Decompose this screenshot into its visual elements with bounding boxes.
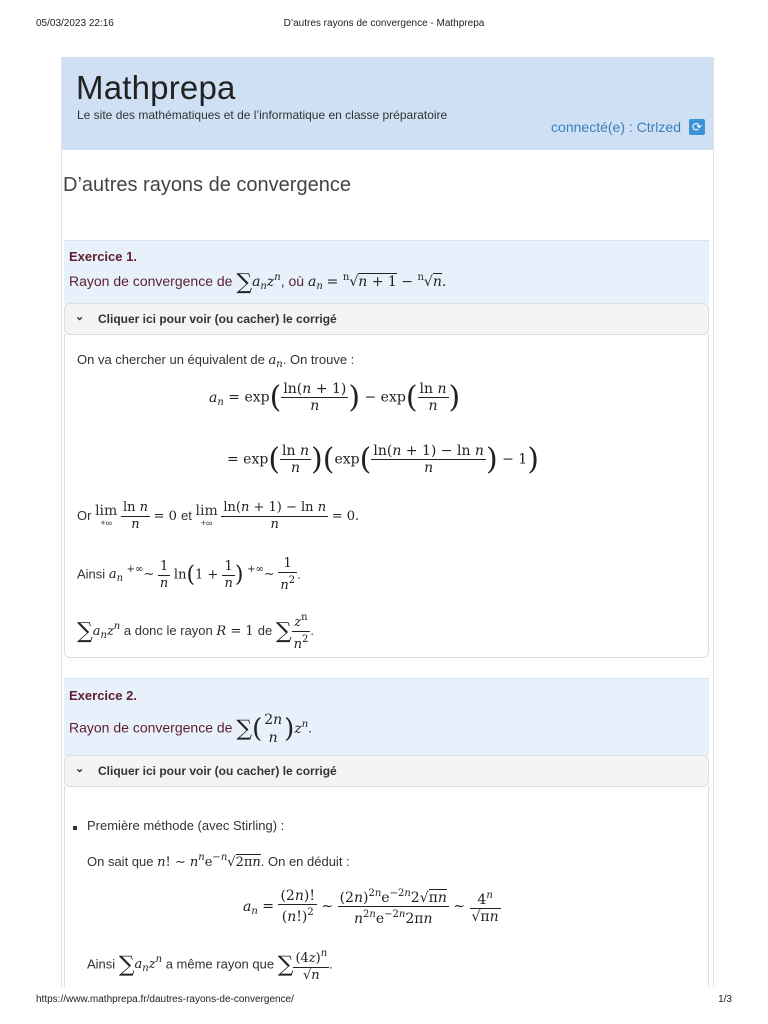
print-doc-title: D’autres rayons de convergence - Mathprepa [283,18,485,29]
et-word: et [181,507,192,523]
page-title: D’autres rayons de convergence [63,174,351,196]
toggle-solution-1[interactable] [64,303,709,335]
conclusion-text: a donc le rayon [123,622,213,638]
print-page-number: 1/3 [718,994,732,1005]
exercise-2-prompt-text: Rayon de convergence de [69,719,233,736]
solution-1-intro-text: On va chercher un équivalent de [77,352,265,367]
toggle-solution-2-label[interactable]: Cliquer ici pour voir (ou cacher) le corrigé [98,764,337,778]
user-status-label[interactable]: connecté(e) : Ctrlzed [551,119,681,135]
toggle-solution-1-label[interactable]: Cliquer ici pour voir (ou cacher) le corrigé [98,312,337,326]
chevron-down-icon: ⌄ [75,311,85,323]
solution-1-equivalent: Ainsi $a_n$ +∞∼ $\frac{1}{n}$ ln(1 + $\frac{1}{n}$ ) +∞∼ $\frac{1}{n^2}$ . [77,556,301,593]
exercise-1-prompt-mid: , où [280,273,305,289]
exercise-1-prompt: Rayon de convergence de $\sum a_nz^n$, où $a_n = ^n√n + 1 - ^n√n$. [69,270,447,295]
equation-1: $a_n = \exp$( $\frac{\ln(n + 1)}{n}$ ) − exp( $\frac{\text{ln n}}{n}$ ) [209,380,461,415]
solution-1-intro-end: . On trouve : [282,352,355,367]
site-banner [62,57,713,150]
equation-2: = exp( $\frac{\text{ln n}}{n}$ )(exp( $\frac{\text{ln(n + 1) − ln n}}{n}$ ) − 1) [227,442,539,477]
conclusion-de: de [257,622,273,638]
solution-2 [64,786,709,987]
ainsi-word: Ainsi [77,566,106,582]
stirling-line: On sait que n! ∼ $n^ne^{-n}√2\pi n$. On en déduit : [87,852,350,870]
solution-1 [64,334,709,658]
web-page [61,57,714,987]
bullet [73,826,77,830]
ainsi-word-2: Ainsi [87,956,116,972]
print-footer [36,994,732,1008]
toggle-solution-2[interactable] [64,755,709,787]
exercise-1 [64,240,709,304]
exercise-2 [64,678,709,756]
print-datetime: 05/03/2023 22:16 [36,18,114,29]
exercise-1-prompt-text: Rayon de convergence de [69,273,233,289]
same-radius-text: a même rayon que [165,956,275,972]
exercise-1-title: Exercice 1. [69,249,137,264]
exercise-2-title: Exercice 2. [69,688,137,703]
user-status[interactable] [551,119,705,135]
or-word: Or [77,507,92,523]
chevron-down-icon: ⌄ [75,763,85,775]
method-1-label: Première méthode (avec Stirling) : [87,818,285,833]
site-title[interactable]: Mathprepa [76,69,236,106]
print-url[interactable]: https://www.mathprepa.fr/dautres-rayons-de-convergence/ [36,994,294,1005]
equation-3: $a_n$ = $\frac{(2n)!}{(n!)^2}$ ∼ $\frac{(2n)^{2n}e^{-2n}2√\pi n}{n^{2n}e^{-2n}2\pi n}$ ∼ $\frac{4^n}{√\pi n}$ [243,888,499,927]
stirling-prefix: On sait que [87,854,154,869]
solution-1-conclusion: $\sum a_nz^n$ a donc le rayon R = 1 de ∑ $\frac{z^n}{n^2}$ . [77,612,314,652]
same-radius-line: Ainsi $\sum a_nz^n$ a même rayon que ∑ $\frac{(4z)^n}{√n}$ . [87,948,333,983]
solution-1-limits: Or lim +∞ $\frac{\text{ln n}}{n}$ = 0 et lim +∞ $\frac{\text{ln(n + 1) − ln n}}{n}$ = 0. [77,500,360,532]
solution-1-intro: On va chercher un équivalent de $a_n$. On trouve : [77,352,355,370]
site-tagline: Le site des mathématiques et de l’informatique en classe préparatoire [77,108,448,122]
refresh-icon[interactable]: ⟳ [689,119,705,135]
print-header [36,18,732,32]
stirling-suffix: . On en déduit : [260,854,350,869]
exercise-2-prompt: Rayon de convergence de ∑( 2n n )$z^n$. [69,712,313,746]
